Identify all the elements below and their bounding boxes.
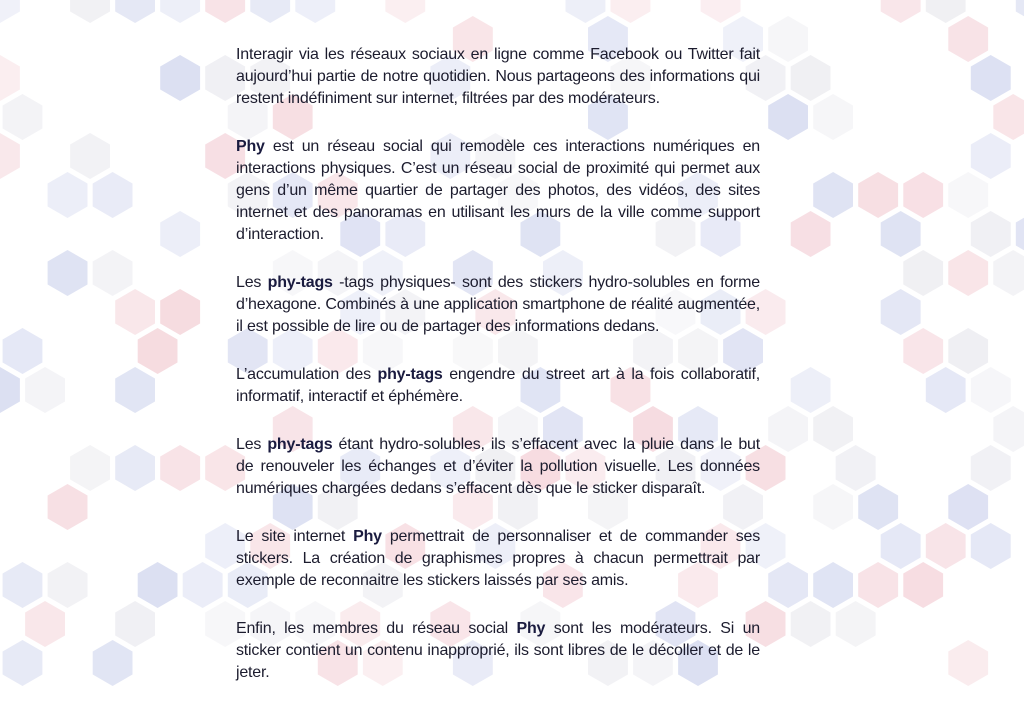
- bold-term: Phy: [236, 138, 265, 155]
- hexagon-shape: [115, 367, 155, 413]
- hexagon-shape: [881, 289, 921, 335]
- hexagon-shape: [948, 250, 988, 296]
- hexagon-shape: [48, 172, 88, 218]
- hexagon-shape: [971, 55, 1011, 101]
- hexagon-shape: [115, 445, 155, 491]
- text-run: Interagir via les réseaux sociaux en ligne comme Facebook ou Twitter fait aujourd’hui partie de notre quotidien. Nous partageons des informations qui restent indéfiniment sur internet, filtrées par des modérateurs.: [236, 46, 760, 107]
- hexagon-shape: [926, 367, 966, 413]
- hexagon-shape: [813, 406, 853, 452]
- text-run: étant hydro-solubles, ils s’effacent avec la pluie dans le but de renouveler les échanges et d’éviter la pollution visuelle. Les données numériques chargées dedans s’effacent dès que le sticker disparaît.: [236, 436, 760, 497]
- hexagon-shape: [971, 367, 1011, 413]
- hexagon-shape: [881, 0, 921, 23]
- hexagon-shape: [948, 172, 988, 218]
- paragraph-1: [236, 44, 760, 110]
- text-run: Enfin, les membres du réseau social: [236, 620, 517, 637]
- hexagon-shape: [0, 367, 20, 413]
- hexagon-shape: [70, 0, 110, 23]
- hexagon-shape: [971, 211, 1011, 257]
- hexagon-shape: [768, 94, 808, 140]
- hexagon-shape: [858, 484, 898, 530]
- hexagon-shape: [48, 484, 88, 530]
- hexagon-shape: [160, 55, 200, 101]
- hexagon-shape: [813, 562, 853, 608]
- text-run: Les: [236, 436, 268, 453]
- hexagon-shape: [903, 250, 943, 296]
- hexagon-shape: [791, 601, 831, 647]
- hexagon-shape: [3, 640, 43, 686]
- hexagon-shape: [93, 640, 133, 686]
- paragraph-5: [236, 434, 760, 500]
- hexagon-shape: [903, 562, 943, 608]
- hexagon-shape: [3, 94, 43, 140]
- hexagon-shape: [971, 523, 1011, 569]
- hexagon-shape: [858, 562, 898, 608]
- hexagon-shape: [0, 133, 20, 179]
- text-run: -tags physiques- sont des stickers hydro-solubles en forme d’hexagone. Combinés à une application smartphone de réalité augmentée, il est possible de lire ou de partager des informations dedans.: [236, 274, 760, 335]
- hexagon-shape: [205, 0, 245, 23]
- hexagon-shape: [250, 0, 290, 23]
- bold-term: phy-tags: [267, 274, 333, 291]
- hexagon-shape: [881, 211, 921, 257]
- hexagon-shape: [138, 562, 178, 608]
- bold-term: Phy: [516, 620, 546, 637]
- hexagon-shape: [70, 133, 110, 179]
- document-body: [236, 44, 760, 710]
- text-run: Le site internet: [236, 528, 354, 545]
- hexagon-shape: [1016, 0, 1024, 23]
- hexagon-shape: [93, 250, 133, 296]
- hexagon-shape: [791, 55, 831, 101]
- hexagon-shape: [138, 328, 178, 374]
- hexagon-shape: [160, 211, 200, 257]
- hexagon-shape: [836, 601, 876, 647]
- hexagon-shape: [25, 601, 65, 647]
- hexagon-shape: [813, 94, 853, 140]
- hexagon-shape: [791, 367, 831, 413]
- text-run: est un réseau social qui remodèle ces interactions numériques en interactions physiques. C’est un réseau social de proximité qui permet aux gens d’un même quartier de partager des photos, des vidéos, des sites internet et des panoramas en utilisant les murs de la ville comme support d’interaction.: [236, 138, 760, 243]
- paragraph-7: [236, 618, 760, 684]
- hexagon-shape: [3, 562, 43, 608]
- hexagon-shape: [768, 562, 808, 608]
- bold-term: phy-tags: [267, 436, 333, 453]
- paragraph-2: [236, 136, 760, 246]
- hexagon-shape: [160, 445, 200, 491]
- hexagon-shape: [791, 211, 831, 257]
- hexagon-shape: [611, 0, 651, 23]
- hexagon-shape: [1016, 211, 1024, 257]
- hexagon-shape: [993, 94, 1024, 140]
- hexagon-shape: [295, 0, 335, 23]
- text-run: permettrait de personnaliser et de commander ses stickers. La création de graphismes propres à chacun permettrait par exemple de reconnaitre les stickers laissés par ses amis.: [236, 528, 761, 589]
- hexagon-shape: [0, 0, 20, 23]
- hexagon-shape: [768, 16, 808, 62]
- hexagon-shape: [813, 484, 853, 530]
- bold-term: Phy: [353, 528, 382, 545]
- hexagon-shape: [70, 445, 110, 491]
- hexagon-shape: [948, 16, 988, 62]
- hexagon-shape: [948, 328, 988, 374]
- hexagon-shape: [160, 289, 200, 335]
- hexagon-shape: [115, 0, 155, 23]
- hexagon-shape: [948, 484, 988, 530]
- text-run: L’accumulation des: [236, 366, 378, 383]
- hexagon-shape: [903, 172, 943, 218]
- hexagon-shape: [903, 328, 943, 374]
- hexagon-shape: [115, 289, 155, 335]
- paragraph-4: [236, 364, 760, 408]
- hexagon-shape: [0, 55, 20, 101]
- hexagon-shape: [701, 0, 741, 23]
- hexagon-shape: [25, 367, 65, 413]
- hexagon-shape: [881, 523, 921, 569]
- hexagon-shape: [768, 406, 808, 452]
- hexagon-shape: [93, 172, 133, 218]
- hexagon-shape: [115, 601, 155, 647]
- hexagon-shape: [926, 0, 966, 23]
- hexagon-shape: [3, 328, 43, 374]
- hexagon-shape: [971, 445, 1011, 491]
- hexagon-shape: [160, 0, 200, 23]
- hexagon-shape: [971, 133, 1011, 179]
- paragraph-3: [236, 272, 760, 338]
- hexagon-shape: [926, 523, 966, 569]
- paragraph-6: [236, 526, 760, 592]
- hexagon-shape: [836, 445, 876, 491]
- hexagon-shape: [993, 250, 1024, 296]
- hexagon-shape: [183, 562, 223, 608]
- text-run: Les: [236, 274, 268, 291]
- hexagon-shape: [858, 172, 898, 218]
- hexagon-shape: [948, 640, 988, 686]
- text-run: engendre du street art à la fois collaboratif, informatif, interactif et éphémère.: [236, 366, 761, 405]
- text-run: sont les modérateurs. Si un sticker contient un contenu inapproprié, ils sont libres de le décoller et de le jeter.: [236, 620, 760, 681]
- hexagon-shape: [48, 562, 88, 608]
- hexagon-shape: [566, 0, 606, 23]
- bold-term: phy-tags: [377, 366, 443, 383]
- hexagon-shape: [385, 0, 425, 23]
- hexagon-shape: [993, 406, 1024, 452]
- hexagon-shape: [813, 172, 853, 218]
- hexagon-shape: [48, 250, 88, 296]
